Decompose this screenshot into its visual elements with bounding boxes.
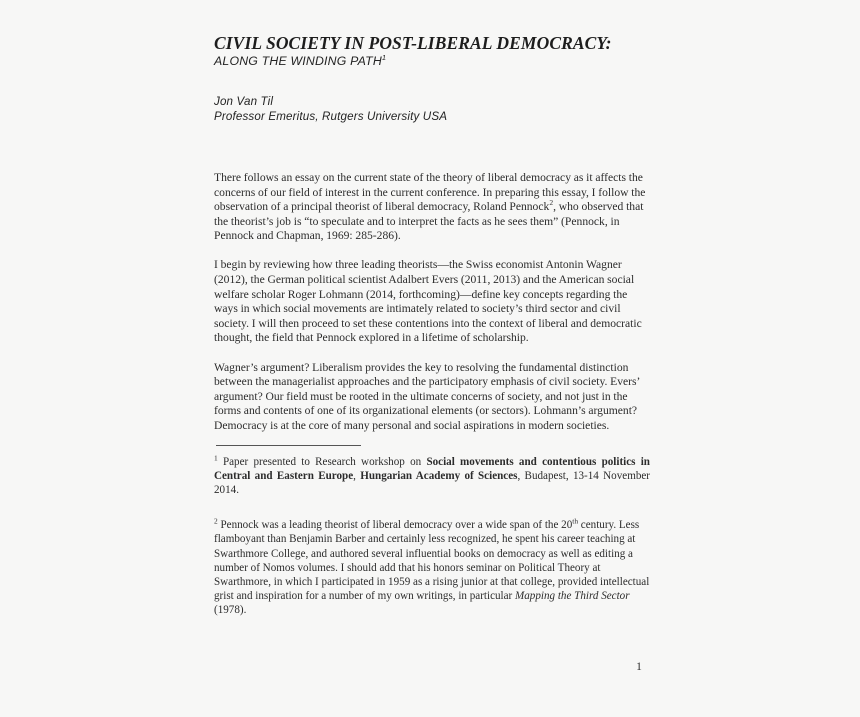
footnote-area [214,445,650,618]
paragraph-2: I begin by reviewing how three leading theorists—the Swiss economist Antonin Wagner (2012), the German political scientist Adalbert Evers (2011, 2013) and the American social welfare scholar Roger Lohmann (2014, forthcoming)—define key concepts regarding the ways in which social movements are intimately related to society’s third sector and civil society. I will then proceed to set these contentions into the context of liberal and democratic thought, the field that Pennock explored in a lifetime of scholarship. [214,258,642,345]
paragraph-1-text-before: There follows an essay on the current state of the theory of liberal democracy as it affects the concerns of our field of interest in the current conference. In preparing this essay, I follow the observation of a principal theorist of liberal democracy, Roland Pennock [214,171,646,214]
page-title: CIVIL SOCIETY IN POST-LIBERAL DEMOCRACY: [214,33,612,53]
footnote-1 [214,452,650,498]
footnote-2-body: Pennock was a leading theorist of liberal democracy over a wide span of the 20th century. Less flamboyant than Benjamin Barber and certainly less recognized, he spent his career teaching at Swarthmore College, and authored several influential books on democracy as well as editing a number of Nomos volumes. I should add that his honors seminar on Political Theory at Swarthmore, in which I participated in 1959 as a rising junior at that college, provided intellectual grist and inspiration for a number of my own writings, in particular Mapping the Third Sector (1978). [214,516,650,617]
paragraph-1-footnote-marker: 2 [549,198,554,208]
subtitle-footnote-marker: 1 [381,52,387,62]
paragraph-1-text-after: , who observed that the theorist’s job is “to speculate and to interpret the facts as he sees them” (Pennock, in Pennock and Chapman, 1969: 285-286). [214,200,644,243]
page-subtitle [214,54,650,69]
title-block [214,33,650,69]
author-name: Jon Van Til [214,95,274,108]
author-block [214,94,650,124]
body-text [214,171,650,434]
paragraph-1 [214,171,650,244]
footnote-separator-rule [216,445,361,446]
footnote-1-body: Paper presented to Research workshop on Social movements and contentious politics in Central and Eastern Europe, Hungarian Academy of Sciences, Budapest, 13-14 November 2014. [214,455,650,496]
author-affiliation: Professor Emeritus, Rutgers University USA [214,110,448,123]
page-content [214,33,650,631]
page-number: 1 [636,661,642,673]
footnote-2 [214,518,650,617]
footnote-2-marker: 2 [214,516,218,526]
paragraph-3: Wagner’s argument? Liberalism provides the key to resolving the fundamental distinction between the managerialist approaches and the participatory emphasis of civil society. Evers’ argument? Our field must be rooted in the ultimate concerns of society, and not just in the forms and contents of one of its organizational elements (or sectors). Lohmann’s argument? Democracy is at the core of many personal and social aspirations in modern societies. [214,360,640,432]
page-subtitle-text: ALONG THE WINDING PATH [214,54,382,68]
footnote-1-marker: 1 [214,452,218,462]
